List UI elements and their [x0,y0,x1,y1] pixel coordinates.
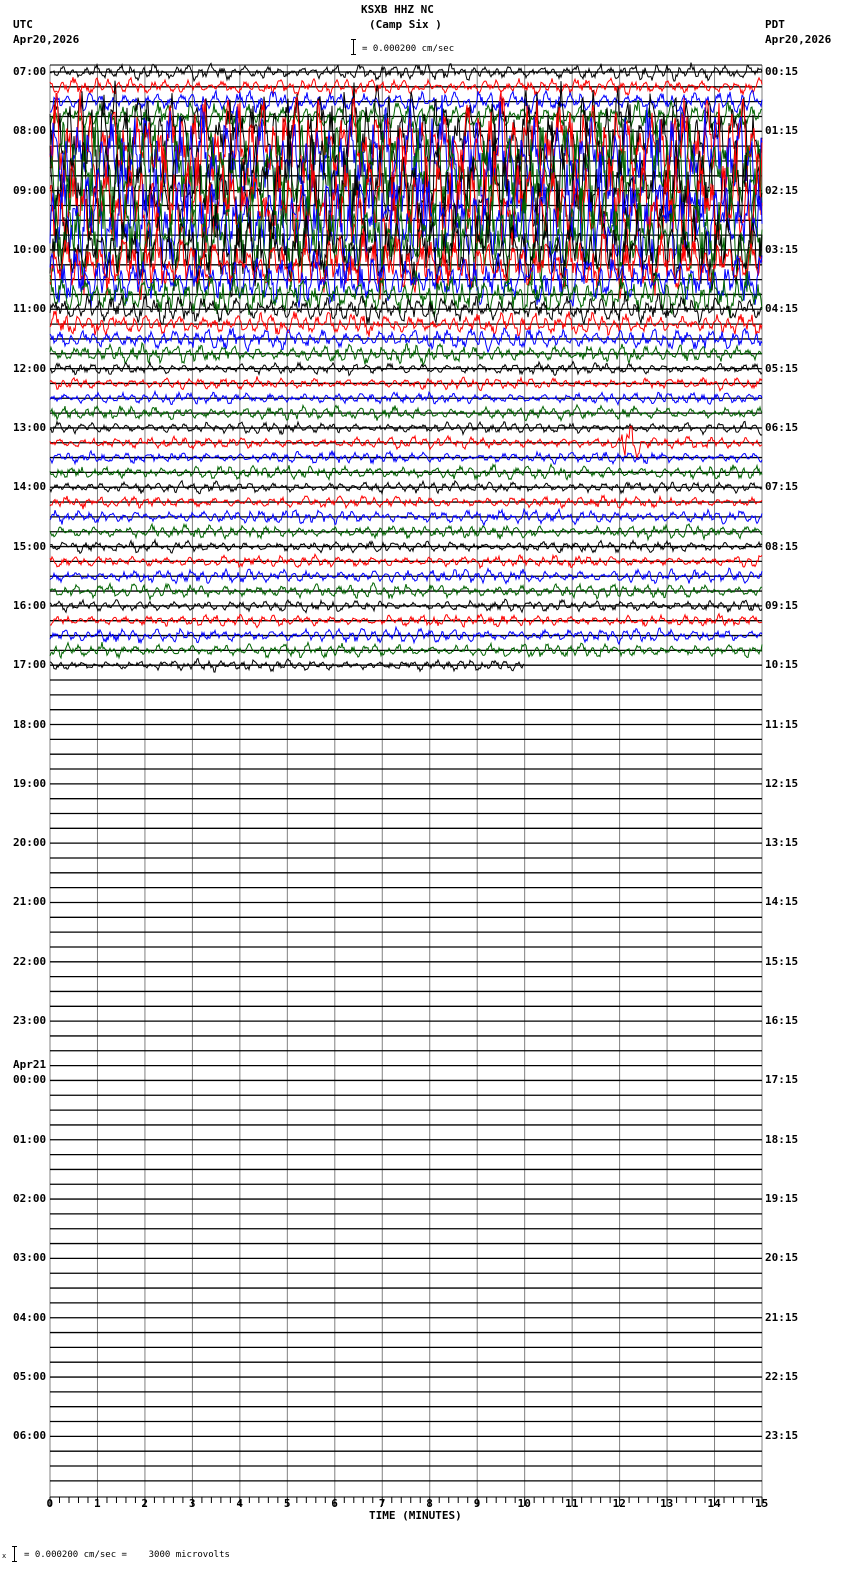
right-timezone: PDT [765,18,785,31]
x-tick-label: 7 [378,1497,386,1510]
utc-hour-label: 02:00 [13,1192,47,1206]
x-axis-title: TIME (MINUTES) [369,1509,462,1522]
pdt-hour-label: 13:15 [765,836,799,850]
utc-hour-label: 03:00 [13,1251,47,1265]
pdt-hour-label: 06:15 [765,420,799,434]
utc-hour-label: 01:00 [13,1132,47,1146]
pdt-hour-label: 08:15 [765,539,799,553]
date-change-label: Apr21 [13,1058,47,1072]
pdt-hour-label: 05:15 [765,361,799,375]
left-timezone: UTC [13,18,33,31]
pdt-hour-label: 18:15 [765,1132,799,1146]
x-tick-label: 15 [755,1497,769,1510]
x-tick-label: 9 [473,1497,481,1510]
pdt-hour-label: 15:15 [765,954,799,968]
utc-hour-label: 14:00 [13,480,47,494]
x-tick-label: 11 [565,1497,579,1510]
x-tick-label: 1 [93,1497,101,1510]
x-tick-label: 3 [188,1497,196,1510]
utc-hour-label: 00:00 [13,1073,47,1087]
utc-hour-label: 19:00 [13,776,47,790]
pdt-hour-label: 10:15 [765,658,799,672]
pdt-hour-label: 21:15 [765,1310,799,1324]
footer-scale-bar-icon [12,1546,17,1562]
x-tick-label: 13 [660,1497,674,1510]
utc-hour-label: 11:00 [13,302,47,316]
utc-hour-label: 09:00 [13,183,47,197]
utc-hour-label: 12:00 [13,361,47,375]
pdt-hour-label: 09:15 [765,598,799,612]
x-tick-label: 4 [236,1497,243,1510]
pdt-hour-label: 14:15 [765,895,799,909]
pdt-hour-label: 19:15 [765,1192,799,1206]
utc-hour-label: 10:00 [13,242,47,256]
footer-scale-label: = 0.000200 cm/sec = 3000 microvolts [24,1550,230,1560]
utc-hour-label: 17:00 [13,658,47,672]
left-date: Apr20,2026 [13,33,80,46]
scale-label: = 0.000200 cm/sec [362,44,455,54]
x-tick-label: 6 [331,1497,338,1510]
pdt-hour-label: 17:15 [765,1073,799,1087]
utc-hour-label: 15:00 [13,539,47,553]
pdt-hour-label: 23:15 [765,1429,799,1443]
utc-hour-label: 23:00 [13,1014,47,1028]
utc-hour-label: 08:00 [13,124,47,138]
pdt-hour-label: 11:15 [765,717,799,731]
x-tick-label: 14 [707,1497,721,1510]
pdt-hour-label: 03:15 [765,242,799,256]
x-tick-label: 10 [517,1497,531,1510]
utc-hour-label: 20:00 [13,836,47,850]
pdt-hour-label: 01:15 [765,124,799,138]
right-date: Apr20,2026 [765,33,832,46]
pdt-hour-label: 00:15 [765,65,799,78]
x-tick-label: 5 [283,1497,291,1510]
utc-hour-label: 06:00 [13,1429,47,1443]
pdt-hour-label: 04:15 [765,302,799,316]
pdt-hour-label: 02:15 [765,183,799,197]
pdt-hour-label: 20:15 [765,1251,799,1265]
x-tick-label: 8 [426,1497,433,1510]
utc-hour-label: 07:00 [13,65,47,78]
pdt-hour-label: 22:15 [765,1370,799,1384]
utc-hour-label: 21:00 [13,895,47,909]
pdt-hour-label: 12:15 [765,776,799,790]
footer-prefix: x [2,1552,7,1560]
x-tick-label: 0 [46,1497,54,1510]
x-tick-label: 2 [141,1497,149,1510]
utc-hour-label: 13:00 [13,420,47,434]
utc-hour-label: 22:00 [13,954,47,968]
station-title: KSXB HHZ NC [361,3,434,16]
pdt-hour-label: 16:15 [765,1014,799,1028]
pdt-hour-label: 07:15 [765,480,799,494]
site-name: (Camp Six ) [369,18,442,31]
utc-hour-label: 04:00 [13,1310,47,1324]
utc-hour-label: 18:00 [13,717,47,731]
utc-hour-label: 16:00 [13,598,47,612]
utc-hour-label: 05:00 [13,1370,47,1384]
x-tick-label: 12 [612,1497,626,1510]
